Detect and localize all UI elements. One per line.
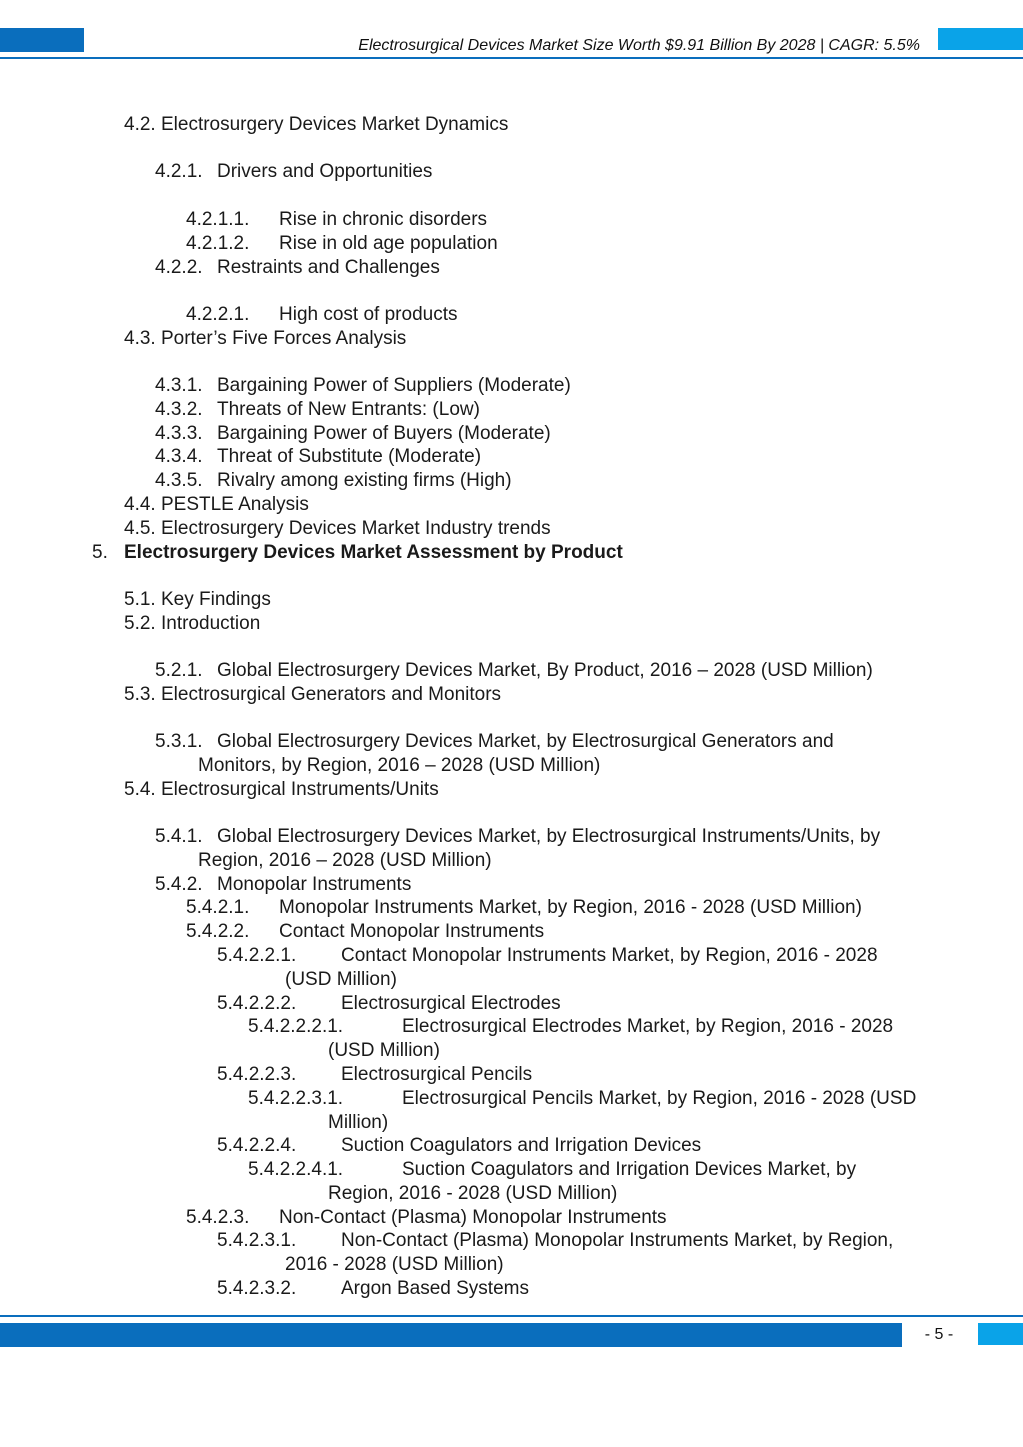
- header-accent-right: [938, 28, 1023, 50]
- toc-entry: [124, 612, 260, 636]
- toc-entry-number: 4.2.1.: [155, 161, 203, 182]
- toc-entry: [124, 588, 271, 612]
- toc-entry-text: High cost of products: [279, 304, 458, 325]
- toc-entry-text: Rise in old age population: [279, 233, 498, 254]
- toc-entry-text: Suction Coagulators and Irrigation Devices: [341, 1135, 702, 1156]
- toc-entry-number: 4.3.3.: [155, 423, 203, 444]
- toc-entry-text: Non-Contact (Plasma) Monopolar Instruments: [279, 1207, 667, 1228]
- toc-entry-text: Key Findings: [160, 589, 271, 610]
- toc-entry-number: 5.4.2.2.4.1.: [248, 1159, 344, 1180]
- toc-entry: [124, 113, 508, 137]
- toc-entry-text: Drivers and Opportunities: [217, 161, 433, 182]
- toc-entry-text: Bargaining Power of Suppliers (Moderate): [217, 375, 571, 396]
- toc-entry-text: Electrosurgery Devices Market Dynamics: [160, 114, 509, 135]
- toc-entry-text: Electrosurgical Electrodes: [341, 993, 561, 1014]
- toc-entry-number: 5.4.2.2.2.: [217, 993, 297, 1014]
- toc-entry-number: 5.1.: [124, 589, 156, 610]
- toc-entry-text: Suction Coagulators and Irrigation Devices Market, by: [402, 1159, 857, 1180]
- toc-entry: [124, 517, 551, 541]
- toc-entry-number: 4.3.5.: [155, 470, 203, 491]
- toc-entry-number: 5.4.: [124, 779, 156, 800]
- toc-entry-number: 5.2.1.: [155, 660, 203, 681]
- toc-entry-number: 4.4.: [124, 494, 156, 515]
- toc-entry-number: 4.2.1.2.: [186, 233, 250, 254]
- toc-entry-number: 5.4.2.2.1.: [217, 945, 297, 966]
- toc-entry-text: Global Electrosurgery Devices Market, by Electrosurgical Instruments/Units, by: [217, 826, 881, 847]
- header-rule: [0, 57, 1023, 59]
- toc-entry-text: Porter’s Five Forces Analysis: [160, 328, 407, 349]
- toc-entry-number: 5.4.2.1.: [186, 897, 250, 918]
- toc-entry-number: 4.2.1.1.: [186, 209, 250, 230]
- toc-entry-number: 4.2.2.: [155, 257, 203, 278]
- toc-entry-number: 4.3.1.: [155, 375, 203, 396]
- toc-entry-number: 5.4.1.: [155, 826, 203, 847]
- toc-entry-number: 5.4.2.2.4.: [217, 1135, 297, 1156]
- page-number: - 5 -: [924, 1326, 954, 1343]
- toc-entry-number: 5.3.1.: [155, 731, 203, 752]
- toc-entry-text: Rivalry among existing firms (High): [217, 470, 512, 491]
- toc-entry-continuation: Region, 2016 - 2028 (USD Million): [328, 1183, 618, 1204]
- toc-entry-text: Electrosurgery Devices Market Assessment by Product: [124, 542, 623, 563]
- toc-entry-number: 4.5.: [124, 518, 156, 539]
- toc-entry-number: 5.4.2.2.3.1.: [248, 1088, 344, 1109]
- toc-entry-text: Threats of New Entrants: (Low): [217, 399, 480, 420]
- toc-entry-text: Monopolar Instruments Market, by Region, 2016 - 2028 (USD Million): [279, 897, 862, 918]
- toc-entry-text: Threat of Substitute (Moderate): [217, 446, 482, 467]
- toc-entry: [124, 493, 309, 517]
- toc-entry-number: 5.4.2.3.1.: [217, 1230, 297, 1251]
- toc-entry-text: Restraints and Challenges: [217, 257, 440, 278]
- toc-entry-text: Contact Monopolar Instruments Market, by Region, 2016 - 2028: [341, 945, 878, 966]
- toc-entry-number: 5.3.: [124, 684, 156, 705]
- header-accent-left: [0, 28, 84, 52]
- toc-entry-text: PESTLE Analysis: [160, 494, 309, 515]
- toc-entry-continuation: Monitors, by Region, 2016 – 2028 (USD Million): [198, 755, 601, 776]
- footer-accent-right: [978, 1323, 1023, 1345]
- toc-entry-continuation: 2016 - 2028 (USD Million): [285, 1254, 504, 1275]
- toc-entry-text: Non-Contact (Plasma) Monopolar Instruments Market, by Region,: [341, 1230, 894, 1251]
- toc-entry-number: 5.4.2.: [155, 874, 203, 895]
- toc-entry-text: Electrosurgical Electrodes Market, by Region, 2016 - 2028: [402, 1016, 894, 1037]
- toc-entry: [124, 327, 406, 351]
- toc-entry-number: 5.4.2.2.2.1.: [248, 1016, 344, 1037]
- footer-rule: [0, 1315, 1023, 1317]
- toc-entry-text: Electrosurgical Generators and Monitors: [160, 684, 502, 705]
- toc-entry-continuation: (USD Million): [328, 1040, 440, 1061]
- toc-entry: [124, 683, 501, 707]
- toc-entry-number: 5.: [92, 542, 108, 563]
- toc-entry-number: 5.4.2.2.: [186, 921, 250, 942]
- toc-entry-text: Argon Based Systems: [341, 1278, 529, 1299]
- toc-entry-number: 5.2.: [124, 613, 156, 634]
- header-title: Electrosurgical Devices Market Size Worth $9.91 Billion By 2028 | CAGR: 5.5%: [358, 37, 920, 54]
- toc-entry-number: 4.3.: [124, 328, 156, 349]
- toc-entry-number: 5.4.2.3.2.: [217, 1278, 297, 1299]
- toc-entry-text: Contact Monopolar Instruments: [279, 921, 545, 942]
- toc-entry-text: Monopolar Instruments: [217, 874, 412, 895]
- toc-entry-text: Electrosurgery Devices Market Industry trends: [160, 518, 551, 539]
- toc-entry-continuation: Region, 2016 – 2028 (USD Million): [198, 850, 492, 871]
- toc-entry-number: 4.3.2.: [155, 399, 203, 420]
- toc-entry-number: 4.2.: [124, 114, 156, 135]
- toc-entry-text: Electrosurgical Instruments/Units: [160, 779, 439, 800]
- toc-entry: [124, 778, 439, 802]
- toc-entry-number: 4.3.4.: [155, 446, 203, 467]
- toc-entry-text: Electrosurgical Pencils Market, by Region, 2016 - 2028 (USD: [402, 1088, 917, 1109]
- toc-entry-text: Global Electrosurgery Devices Market, By Product, 2016 – 2028 (USD Million): [217, 660, 873, 681]
- toc-entry-text: Global Electrosurgery Devices Market, by Electrosurgical Generators and: [217, 731, 834, 752]
- toc-entry-text: Electrosurgical Pencils: [341, 1064, 533, 1085]
- toc-entry-text: Bargaining Power of Buyers (Moderate): [217, 423, 551, 444]
- toc-entry-continuation: (USD Million): [285, 969, 397, 990]
- toc-entry-number: 5.4.2.2.3.: [217, 1064, 297, 1085]
- toc-entry-number: 5.4.2.3.: [186, 1207, 250, 1228]
- toc-entry-number: 4.2.2.1.: [186, 304, 250, 325]
- toc-entry-text: Introduction: [160, 613, 261, 634]
- footer-accent-bar: [0, 1323, 902, 1347]
- toc-entry-continuation: Million): [328, 1112, 389, 1133]
- toc-entry-text: Rise in chronic disorders: [279, 209, 488, 230]
